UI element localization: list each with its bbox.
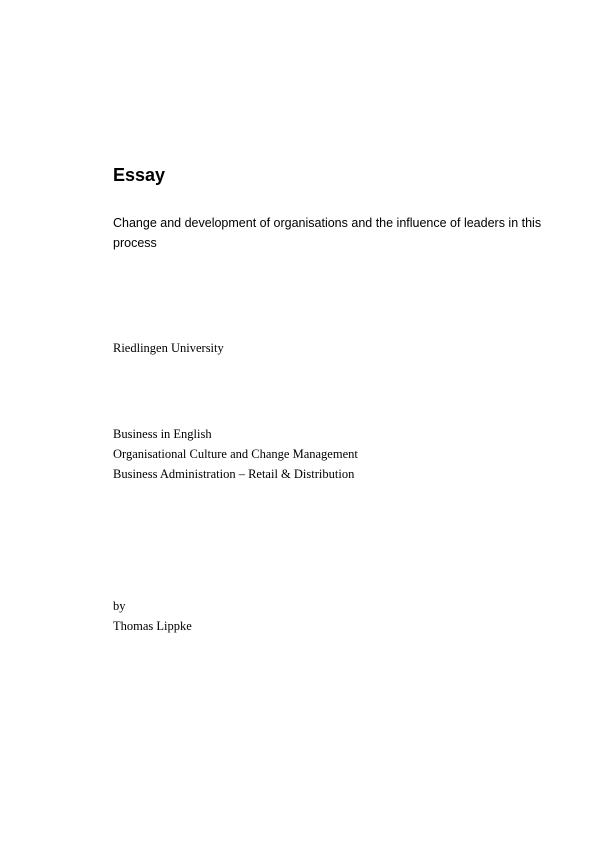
author-name: Thomas Lippke: [113, 619, 192, 633]
course-line-1: Business in English: [113, 427, 212, 441]
document-title: Essay: [113, 165, 166, 185]
university-name: Riedlingen University: [113, 341, 224, 355]
document-subtitle: Change and development of organisations and the influence of leaders in this process: [113, 216, 542, 250]
course-line-2: Organisational Culture and Change Management: [113, 447, 358, 461]
by-label: by: [113, 599, 126, 613]
course-line-3: Business Administration – Retail & Distribution: [113, 467, 355, 481]
